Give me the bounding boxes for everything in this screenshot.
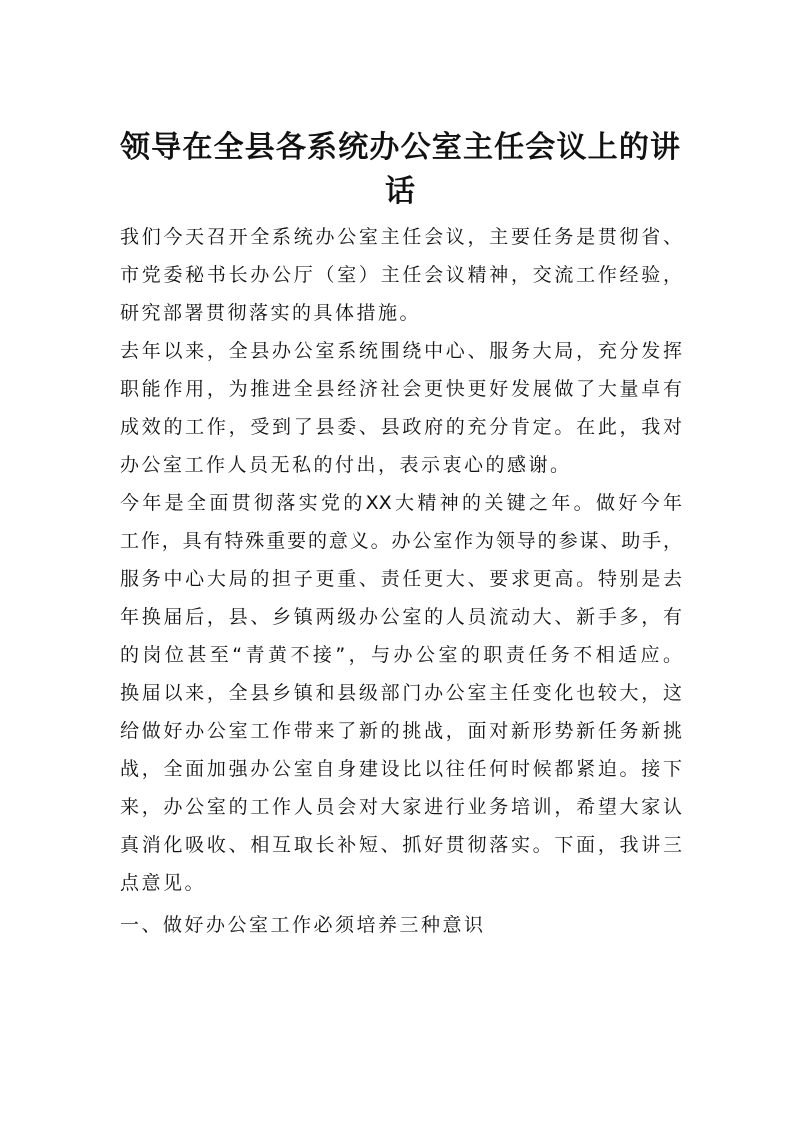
paragraph-3-line: 服务中心大局的担子更重、责任更大、要求更高。特别是去 (120, 568, 682, 590)
paragraph-2-line: 成效的工作，受到了县委、县政府的充分肯定。在此，我对 (120, 416, 682, 438)
paragraph-1-line: 我们今天召开全系统办公室主任会议，主要任务是贯彻省、 (120, 226, 682, 248)
paragraph-3-line: 年换届后，县、乡镇两级办公室的人员流动大、新手多，有 (120, 606, 682, 628)
paragraph-2-line: 去年以来，全县办公室系统围绕中心、服务大局，充分发挥 (120, 340, 682, 362)
paragraph-1-line: 市党委秘书长办公厅（室）主任会议精神，交流工作经验， (120, 264, 682, 286)
paragraph-4-line: 战，全面加强办公室自身建设比以往任何时候都紧迫。接下 (120, 758, 682, 780)
paragraph-1-line: 研究部署贯彻落实的具体措施。 (120, 302, 422, 324)
paragraph-4-line: 点意见。 (120, 872, 207, 894)
section-heading: 一、做好办公室工作必须培养三种意识 (120, 914, 486, 936)
paragraph-4-line: 给做好办公室工作带来了新的挑战，面对新形势新任务新挑 (120, 720, 682, 742)
paragraph-4-line: 来，办公室的工作人员会对大家进行业务培训，希望大家认 (120, 796, 682, 818)
document-title-line-2: 话 (385, 174, 415, 209)
paragraph-2-line: 职能作用，为推进全县经济社会更快更好发展做了大量卓有 (120, 378, 682, 400)
paragraph-4-line: 换届以来，全县乡镇和县级部门办公室主任变化也较大，这 (120, 682, 682, 704)
paragraph-4-line: 真消化吸收、相互取长补短、抓好贯彻落实。下面，我讲三 (120, 834, 682, 856)
document-title-line-1: 领导在全县各系统办公室主任会议上的讲 (120, 130, 680, 165)
paragraph-3-line: 今年是全面贯彻落实党的XX大精神的关键之年。做好今年 (120, 492, 682, 514)
document-body (120, 218, 682, 944)
paragraph-2-line: 办公室工作人员无私的付出，表示衷心的感谢。 (120, 454, 572, 476)
paragraph-3-line: 工作，具有特殊重要的意义。办公室作为领导的参谋、助手， (120, 530, 682, 552)
paragraph-3-line: 的岗位甚至“青黄不接”，与办公室的职责任务不相适应。 (120, 644, 682, 666)
